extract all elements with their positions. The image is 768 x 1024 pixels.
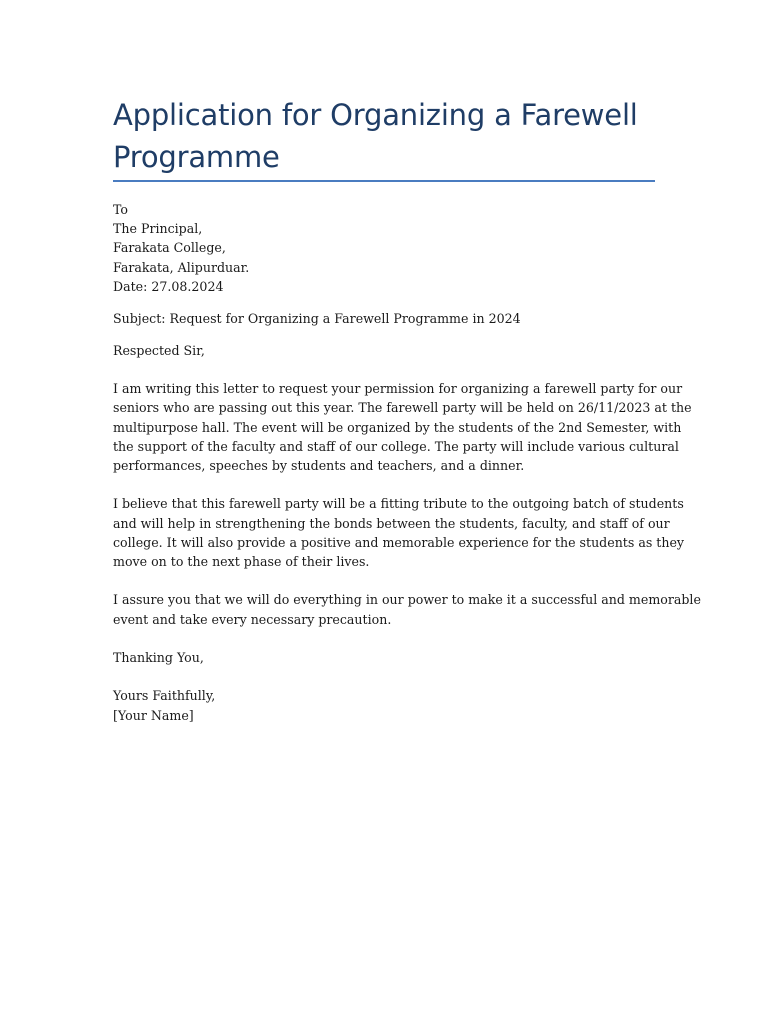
subject-line xyxy=(113,309,658,328)
signature-name: [Your Name] xyxy=(113,707,194,723)
paragraph-line: event and take every necessary precaution. xyxy=(113,611,392,627)
closing xyxy=(113,648,658,667)
document-title: Application for Organizing a Farewell Programme xyxy=(113,98,638,174)
paragraph-request xyxy=(113,379,692,475)
paragraph-line: seniors who are passing out this year. The farewell party will be held on 26/11/2023 at the xyxy=(113,400,692,416)
paragraph-line: multipurpose hall. The event will be organized by the students of the 2nd Semester, with xyxy=(113,419,682,435)
paragraph-assurance xyxy=(113,590,701,628)
address-institution: Farakata College, xyxy=(113,240,226,256)
address-block xyxy=(113,200,658,296)
paragraph-line: and will help in strengthening the bonds between the students, faculty, and staff of our xyxy=(113,515,670,531)
paragraph-line: college. It will also provide a positive and memorable experience for the students as they xyxy=(113,534,685,550)
salutation-text: Respected Sir, xyxy=(113,342,205,358)
paragraph-line: move on to the next phase of their lives. xyxy=(113,554,370,570)
address-to: To xyxy=(113,202,129,217)
signoff-block xyxy=(113,686,658,724)
title-underline xyxy=(113,180,655,182)
paragraph-line: performances, speeches by students and teachers, and a dinner. xyxy=(113,458,525,474)
closing-text: Thanking You, xyxy=(113,650,204,665)
letter-date: Date: 27.08.2024 xyxy=(113,278,224,294)
subject-text: Subject: Request for Organizing a Farewell Programme in 2024 xyxy=(113,310,521,326)
salutation xyxy=(113,341,658,360)
address-recipient: The Principal, xyxy=(113,221,203,237)
letter-body xyxy=(113,200,701,725)
signoff-text: Yours Faithfully, xyxy=(113,688,216,704)
paragraph-line: I assure you that we will do everything in our power to make it a successful and memorable xyxy=(113,592,701,608)
address-location: Farakata, Alipurduar. xyxy=(113,259,250,275)
paragraph-line: the support of the faculty and staff of our college. The party will include various cultural xyxy=(113,438,679,454)
paragraph-line: I believe that this farewell party will be a fitting tribute to the outgoing batch of students xyxy=(113,496,684,512)
paragraph-belief xyxy=(113,494,685,571)
paragraph-line: I am writing this letter to request your permission for organizing a farewell party for our xyxy=(113,381,683,397)
